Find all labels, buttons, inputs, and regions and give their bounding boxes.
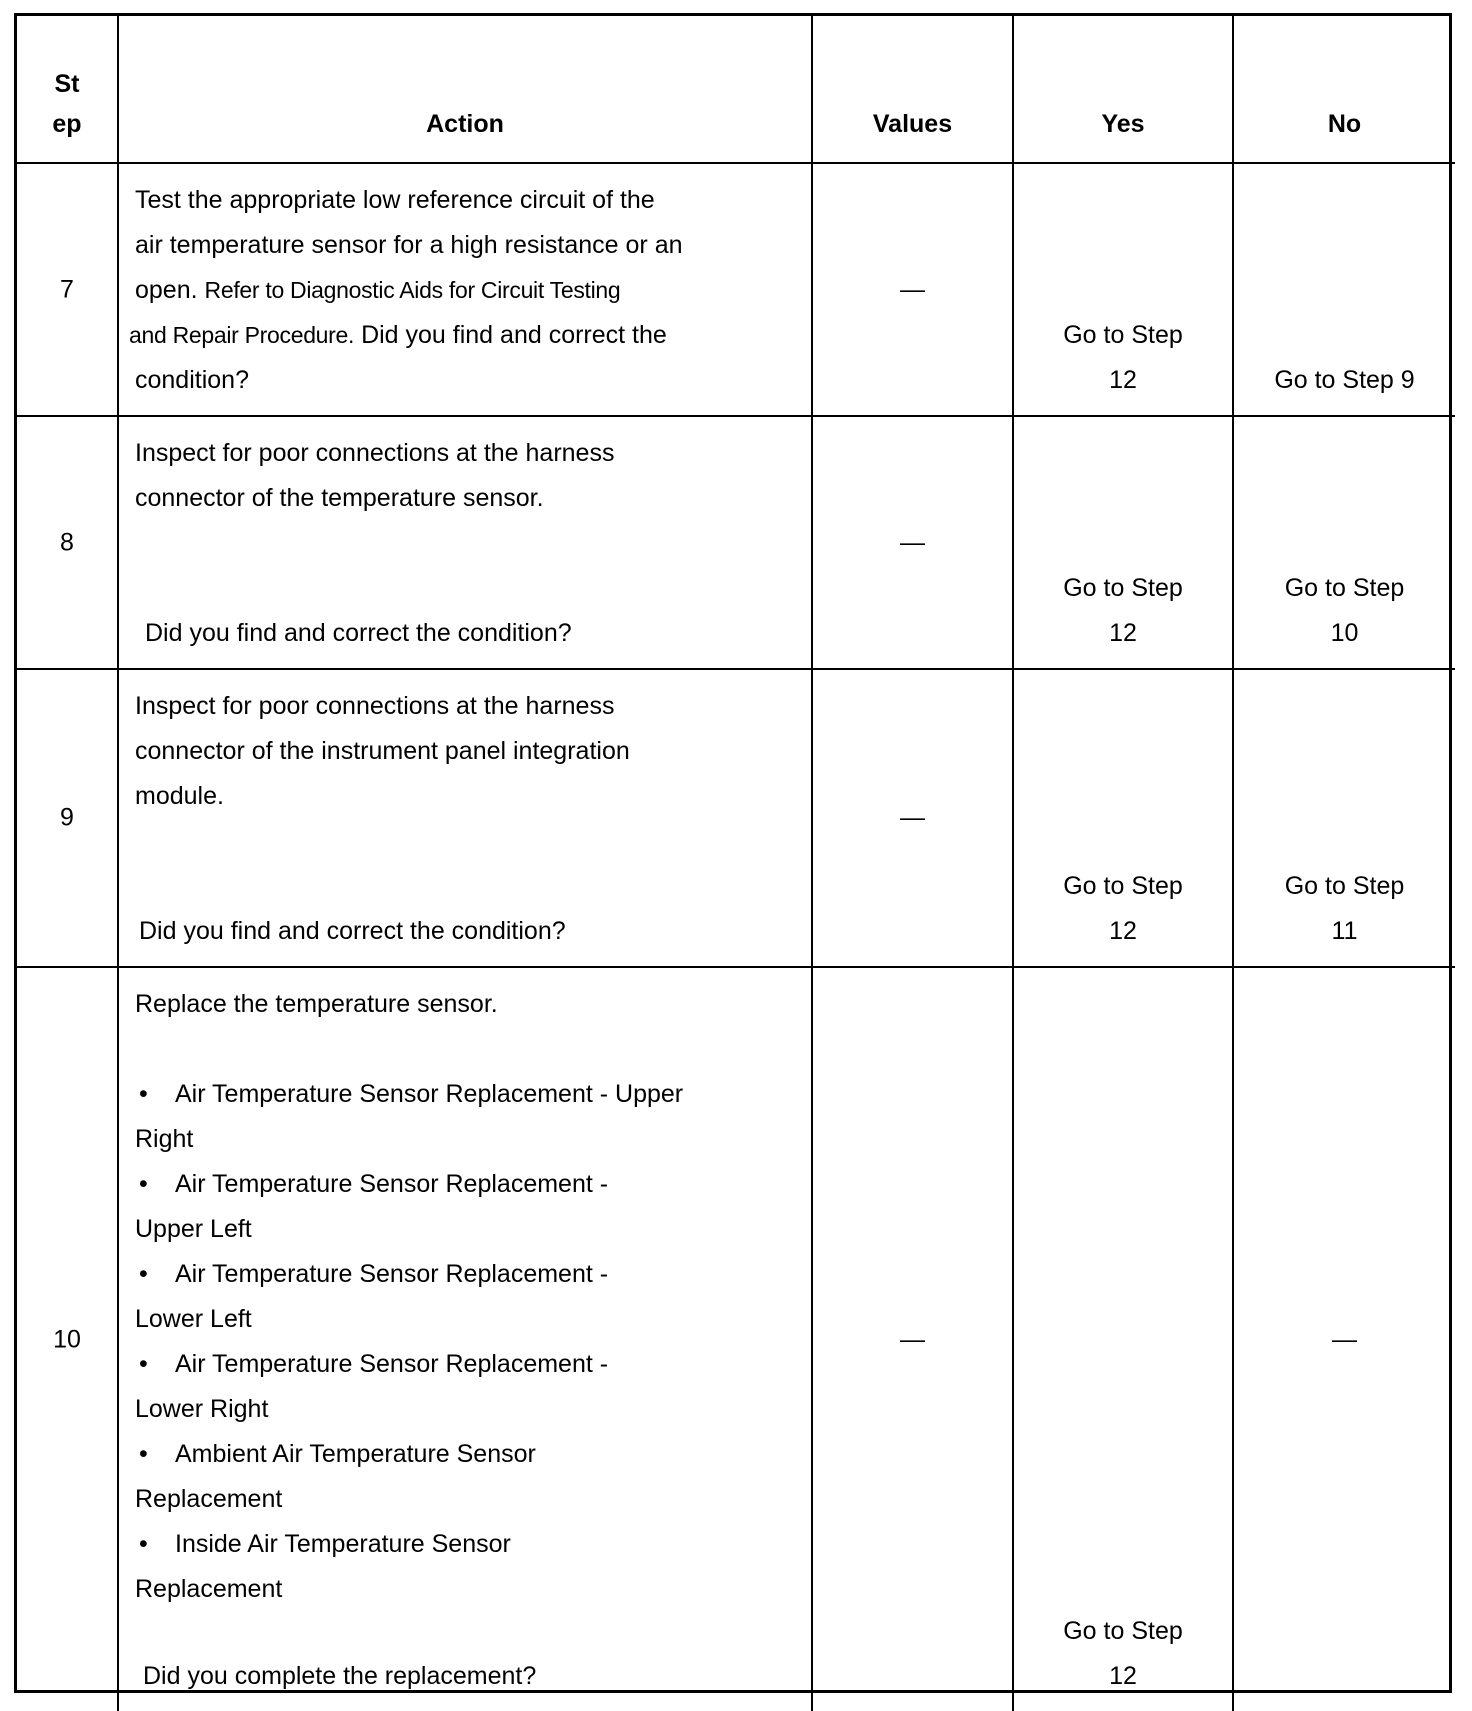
list-item-continued: Replacement [135, 1485, 283, 1513]
values-dash: — [900, 803, 925, 832]
bullet-icon: • [139, 1350, 148, 1378]
step-number: 7 [60, 275, 74, 303]
list-item-text: Air Temperature Sensor Replacement - Upper [175, 1080, 684, 1108]
list-item [135, 1432, 801, 1477]
row-9-action [119, 670, 813, 968]
no-goto-line1: Go to Step [1284, 872, 1405, 900]
yes-goto-line2: 12 [1109, 366, 1137, 394]
yes-goto [1014, 566, 1232, 656]
no-goto-line2: 11 [1331, 917, 1358, 945]
row-7-action [119, 164, 813, 417]
list-item [135, 1522, 801, 1567]
yes-goto-line2: 12 [1109, 619, 1137, 647]
list-item-text: Air Temperature Sensor Replacement - [175, 1170, 609, 1198]
values-dash: — [900, 275, 925, 303]
action-text: connector of the temperature sensor. [135, 484, 544, 512]
header-step [17, 16, 119, 164]
step-number: 10 [53, 1325, 81, 1353]
row-10-action [119, 968, 813, 1711]
header-action [119, 16, 813, 164]
bullet-icon: • [139, 1080, 148, 1108]
action-text: Replace the temperature sensor. [135, 990, 498, 1018]
header-yes [1014, 16, 1234, 164]
reference-text: and Repair Procedure. [129, 322, 355, 348]
header-values-label: Values [872, 110, 953, 138]
row-10-step [17, 968, 119, 1711]
bullet-icon: • [139, 1440, 148, 1468]
replacement-list [135, 1072, 801, 1612]
action-text: module. [135, 782, 224, 810]
list-item-text: Air Temperature Sensor Replacement - [175, 1260, 609, 1288]
row-7-step [17, 164, 119, 417]
yes-goto [1014, 864, 1232, 954]
row-8-yes [1014, 417, 1234, 670]
action-text: Inspect for poor connections at the harness [135, 439, 615, 467]
step-number: 8 [60, 528, 74, 556]
header-values [813, 16, 1014, 164]
no-dash: — [1332, 1325, 1357, 1353]
row-10-values [813, 968, 1014, 1711]
row-9-no [1234, 670, 1455, 968]
values-dash: — [900, 528, 925, 556]
header-no [1234, 16, 1455, 164]
yes-goto-line2: 12 [1109, 1662, 1137, 1690]
list-item-text: Inside Air Temperature Sensor [175, 1530, 511, 1558]
list-item-continued: Replacement [135, 1575, 283, 1603]
action-text: condition? [135, 366, 249, 394]
yes-goto-line2: 12 [1109, 917, 1137, 945]
list-item-text: Air Temperature Sensor Replacement - [175, 1350, 609, 1378]
yes-goto [1014, 313, 1232, 403]
question-text: Did you complete the replacement? [143, 1662, 537, 1690]
row-9-step [17, 670, 119, 968]
no-goto-line2: 10 [1330, 619, 1359, 647]
row-10-no [1234, 968, 1455, 1711]
row-9-yes [1014, 670, 1234, 968]
row-7-no [1234, 164, 1455, 417]
list-item-continued: Lower Left [135, 1305, 252, 1333]
list-item-continued: Lower Right [135, 1395, 269, 1423]
bullet-icon: • [139, 1260, 148, 1288]
action-text [135, 268, 801, 313]
header-step-line1: St [54, 70, 80, 98]
values-dash: — [900, 1325, 925, 1353]
row-7-values [813, 164, 1014, 417]
action-text: connector of the instrument panel integration [135, 737, 630, 765]
action-text: open. [135, 276, 205, 304]
list-item-continued: Upper Left [135, 1215, 252, 1243]
yes-goto-line1: Go to Step [1063, 321, 1183, 349]
list-item [135, 1342, 801, 1387]
no-goto [1234, 864, 1455, 954]
list-item [135, 1072, 801, 1117]
yes-goto-line1: Go to Step [1063, 1617, 1183, 1645]
list-item [135, 1162, 801, 1207]
header-action-label: Action [426, 110, 504, 138]
no-goto: Go to Step 9 [1274, 366, 1415, 394]
bullet-icon: • [139, 1530, 148, 1558]
yes-goto [1014, 1609, 1232, 1699]
step-number: 9 [60, 803, 74, 832]
reference-text: Refer to Diagnostic Aids for Circuit Testing [204, 277, 621, 303]
bullet-icon: • [139, 1170, 148, 1198]
question-text: Did you find and correct the condition? [139, 917, 566, 945]
header-yes-label: Yes [1101, 110, 1145, 138]
row-9-values [813, 670, 1014, 968]
action-text: Inspect for poor connections at the harness [135, 692, 615, 720]
action-text: air temperature sensor for a high resistance or an [135, 231, 683, 259]
yes-goto-line1: Go to Step [1063, 872, 1183, 900]
row-8-step [17, 417, 119, 670]
diagnostic-table [14, 13, 1452, 1693]
no-goto [1234, 566, 1455, 656]
row-10-yes [1014, 968, 1234, 1711]
row-8-action [119, 417, 813, 670]
row-8-values [813, 417, 1014, 670]
row-8-no [1234, 417, 1455, 670]
yes-goto-line1: Go to Step [1063, 574, 1183, 602]
action-text: Test the appropriate low reference circuit of the [135, 186, 655, 214]
no-goto-line1: Go to Step [1284, 574, 1405, 602]
list-item-continued: Right [135, 1125, 194, 1153]
action-text [129, 313, 801, 358]
question-text: Did you find and correct the condition? [145, 619, 572, 647]
list-item [135, 1252, 801, 1297]
action-text: Did you find and correct the [354, 321, 667, 349]
list-item-text: Ambient Air Temperature Sensor [175, 1440, 536, 1468]
row-7-yes [1014, 164, 1234, 417]
header-no-label: No [1327, 110, 1362, 138]
header-step-line2: ep [52, 110, 82, 138]
